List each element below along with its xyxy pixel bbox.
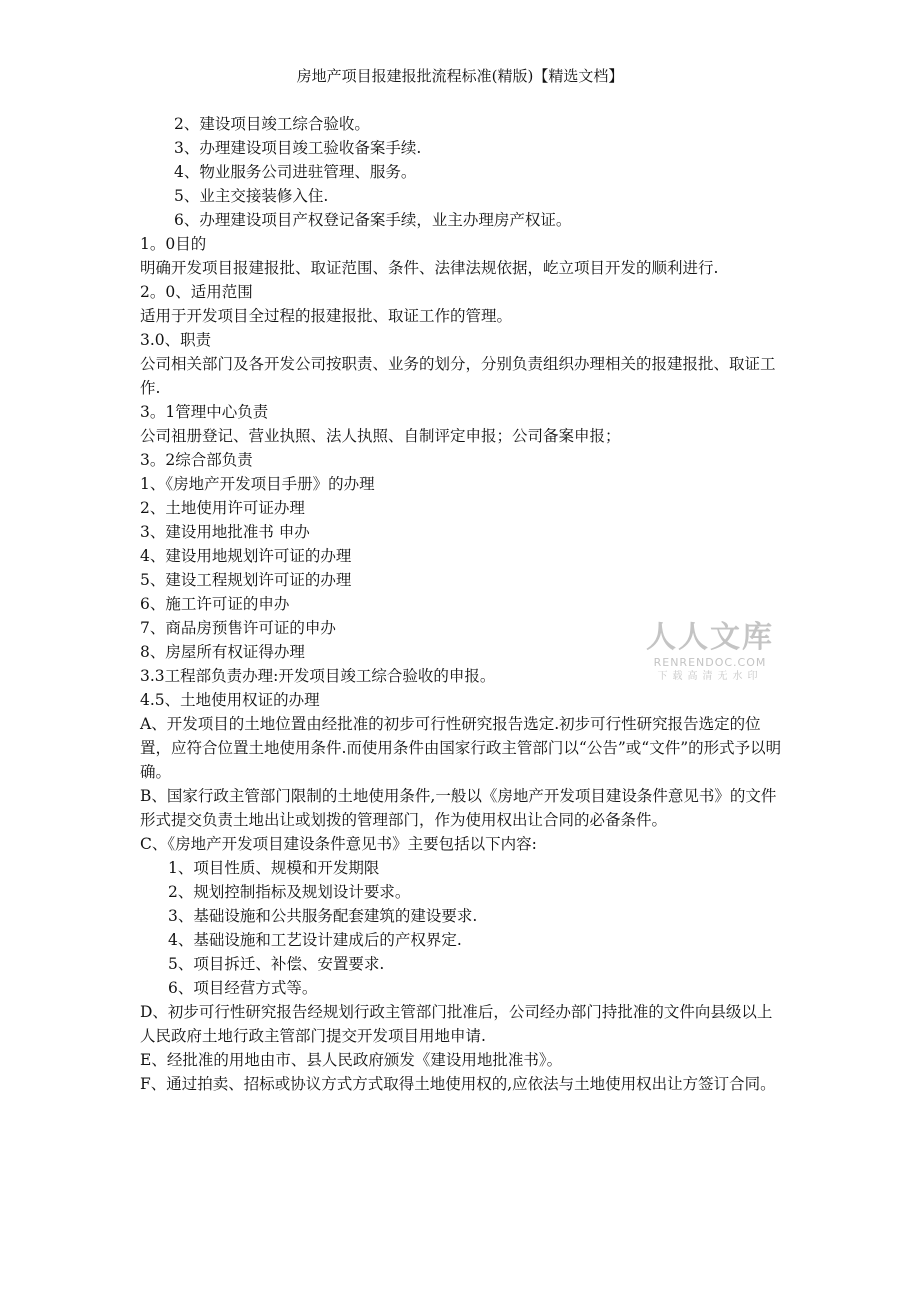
paragraph: B、国家行政主管部门限制的土地使用条件,一般以《房地产开发项目建设条件意见书》的文件形式提交负责土地出让或划拨的管理部门，作为使用权出让合同的必备条件。 (140, 787, 777, 829)
document-title: 房地产项目报建报批流程标准(精版)【精选文档】 (296, 67, 624, 85)
paragraph: 5、建设工程规划许可证的办理 (140, 571, 352, 589)
paragraph: 5、业主交接装修入住. (174, 187, 329, 205)
paragraph: A、开发项目的土地位置由经批准的初步可行性研究报告选定.初步可行性研究报告选定的位置，应符合位置土地使用条件.而使用条件由国家行政主管部门以“公告”或“文件”的形式予以明确。 (140, 715, 782, 781)
paragraph: 3、建设用地批准书 申办 (140, 523, 310, 541)
paragraph: 2、规划控制指标及规划设计要求。 (168, 883, 411, 901)
paragraph: 1。0目的 (140, 235, 207, 253)
paragraph: 1、项目性质、规模和开发期限 (168, 859, 380, 877)
paragraph: 6、施工许可证的申办 (140, 595, 290, 613)
paragraph: 7、商品房预售许可证的申办 (140, 619, 336, 637)
paragraph: 4、基础设施和工艺设计建成后的产权界定. (168, 931, 462, 949)
document-header (0, 66, 920, 86)
paragraph: 明确开发项目报建报批、取证范围、条件、法律法规依据，屹立项目开发的顺利进行. (140, 259, 719, 277)
paragraph: 3、办理建设项目竣工验收备案手续. (174, 139, 422, 157)
paragraph: E、经批准的用地由市、县人民政府颁发《建设用地批准书》。 (140, 1051, 563, 1069)
paragraph: 6、项目经营方式等。 (168, 979, 318, 997)
paragraph: 适用于开发项目全过程的报建报批、取证工作的管理。 (140, 307, 513, 325)
paragraph: 3.3工程部负责办理:开发项目竣工综合验收的申报。 (140, 667, 496, 685)
paragraph: 5、项目拆迁、补偿、安置要求. (168, 955, 385, 973)
paragraph: 1、《房地产开发项目手册》的办理 (140, 475, 375, 493)
watermark-title: 人人文库 (646, 620, 774, 655)
paragraph: 4.5、土地使用权证的办理 (140, 691, 320, 709)
paragraph: 4、建设用地规划许可证的办理 (140, 547, 352, 565)
paragraph: 3。1管理中心负责 (140, 403, 269, 421)
paragraph: C、《房地产开发项目建设条件意见书》主要包括以下内容: (140, 835, 537, 853)
paragraph: 公司祖册登记、营业执照、法人执照、自制评定申报；公司备案申报； (140, 427, 621, 445)
paragraph: 4、物业服务公司进驻管理、服务。 (174, 163, 417, 181)
paragraph: 2。0、适用范围 (140, 283, 253, 301)
paragraph: 3.0、职责 (140, 331, 212, 349)
watermark-subtitle: 下载高清无水印 (657, 671, 763, 682)
paragraph: 3。2综合部负责 (140, 451, 253, 469)
paragraph: 2、土地使用许可证办理 (140, 499, 305, 517)
watermark-url: RENRENDOC.COM (653, 656, 767, 669)
paragraph: 2、建设项目竣工综合验收。 (174, 115, 370, 133)
paragraph: 3、基础设施和公共服务配套建筑的建设要求. (168, 907, 478, 925)
paragraph: 8、房屋所有权证得办理 (140, 643, 305, 661)
watermark-logo (640, 620, 780, 684)
paragraph: 6、办理建设项目产权登记备案手续，业主办理房产权证。 (174, 211, 572, 229)
paragraph: 公司相关部门及各开发公司按职责、业务的划分，分别负责组织办理相关的报建报批、取证工作. (140, 355, 776, 397)
paragraph: F、通过拍卖、招标或协议方式方式取得土地使用权的,应依法与土地使用权出让方签订合同。 (140, 1075, 776, 1093)
document-body (140, 112, 785, 1096)
paragraph: D、初步可行性研究报告经规划行政主管部门批准后，公司经办部门持批准的文件向县级以上人民政府土地行政主管部门提交开发项目用地申请. (140, 1003, 773, 1045)
